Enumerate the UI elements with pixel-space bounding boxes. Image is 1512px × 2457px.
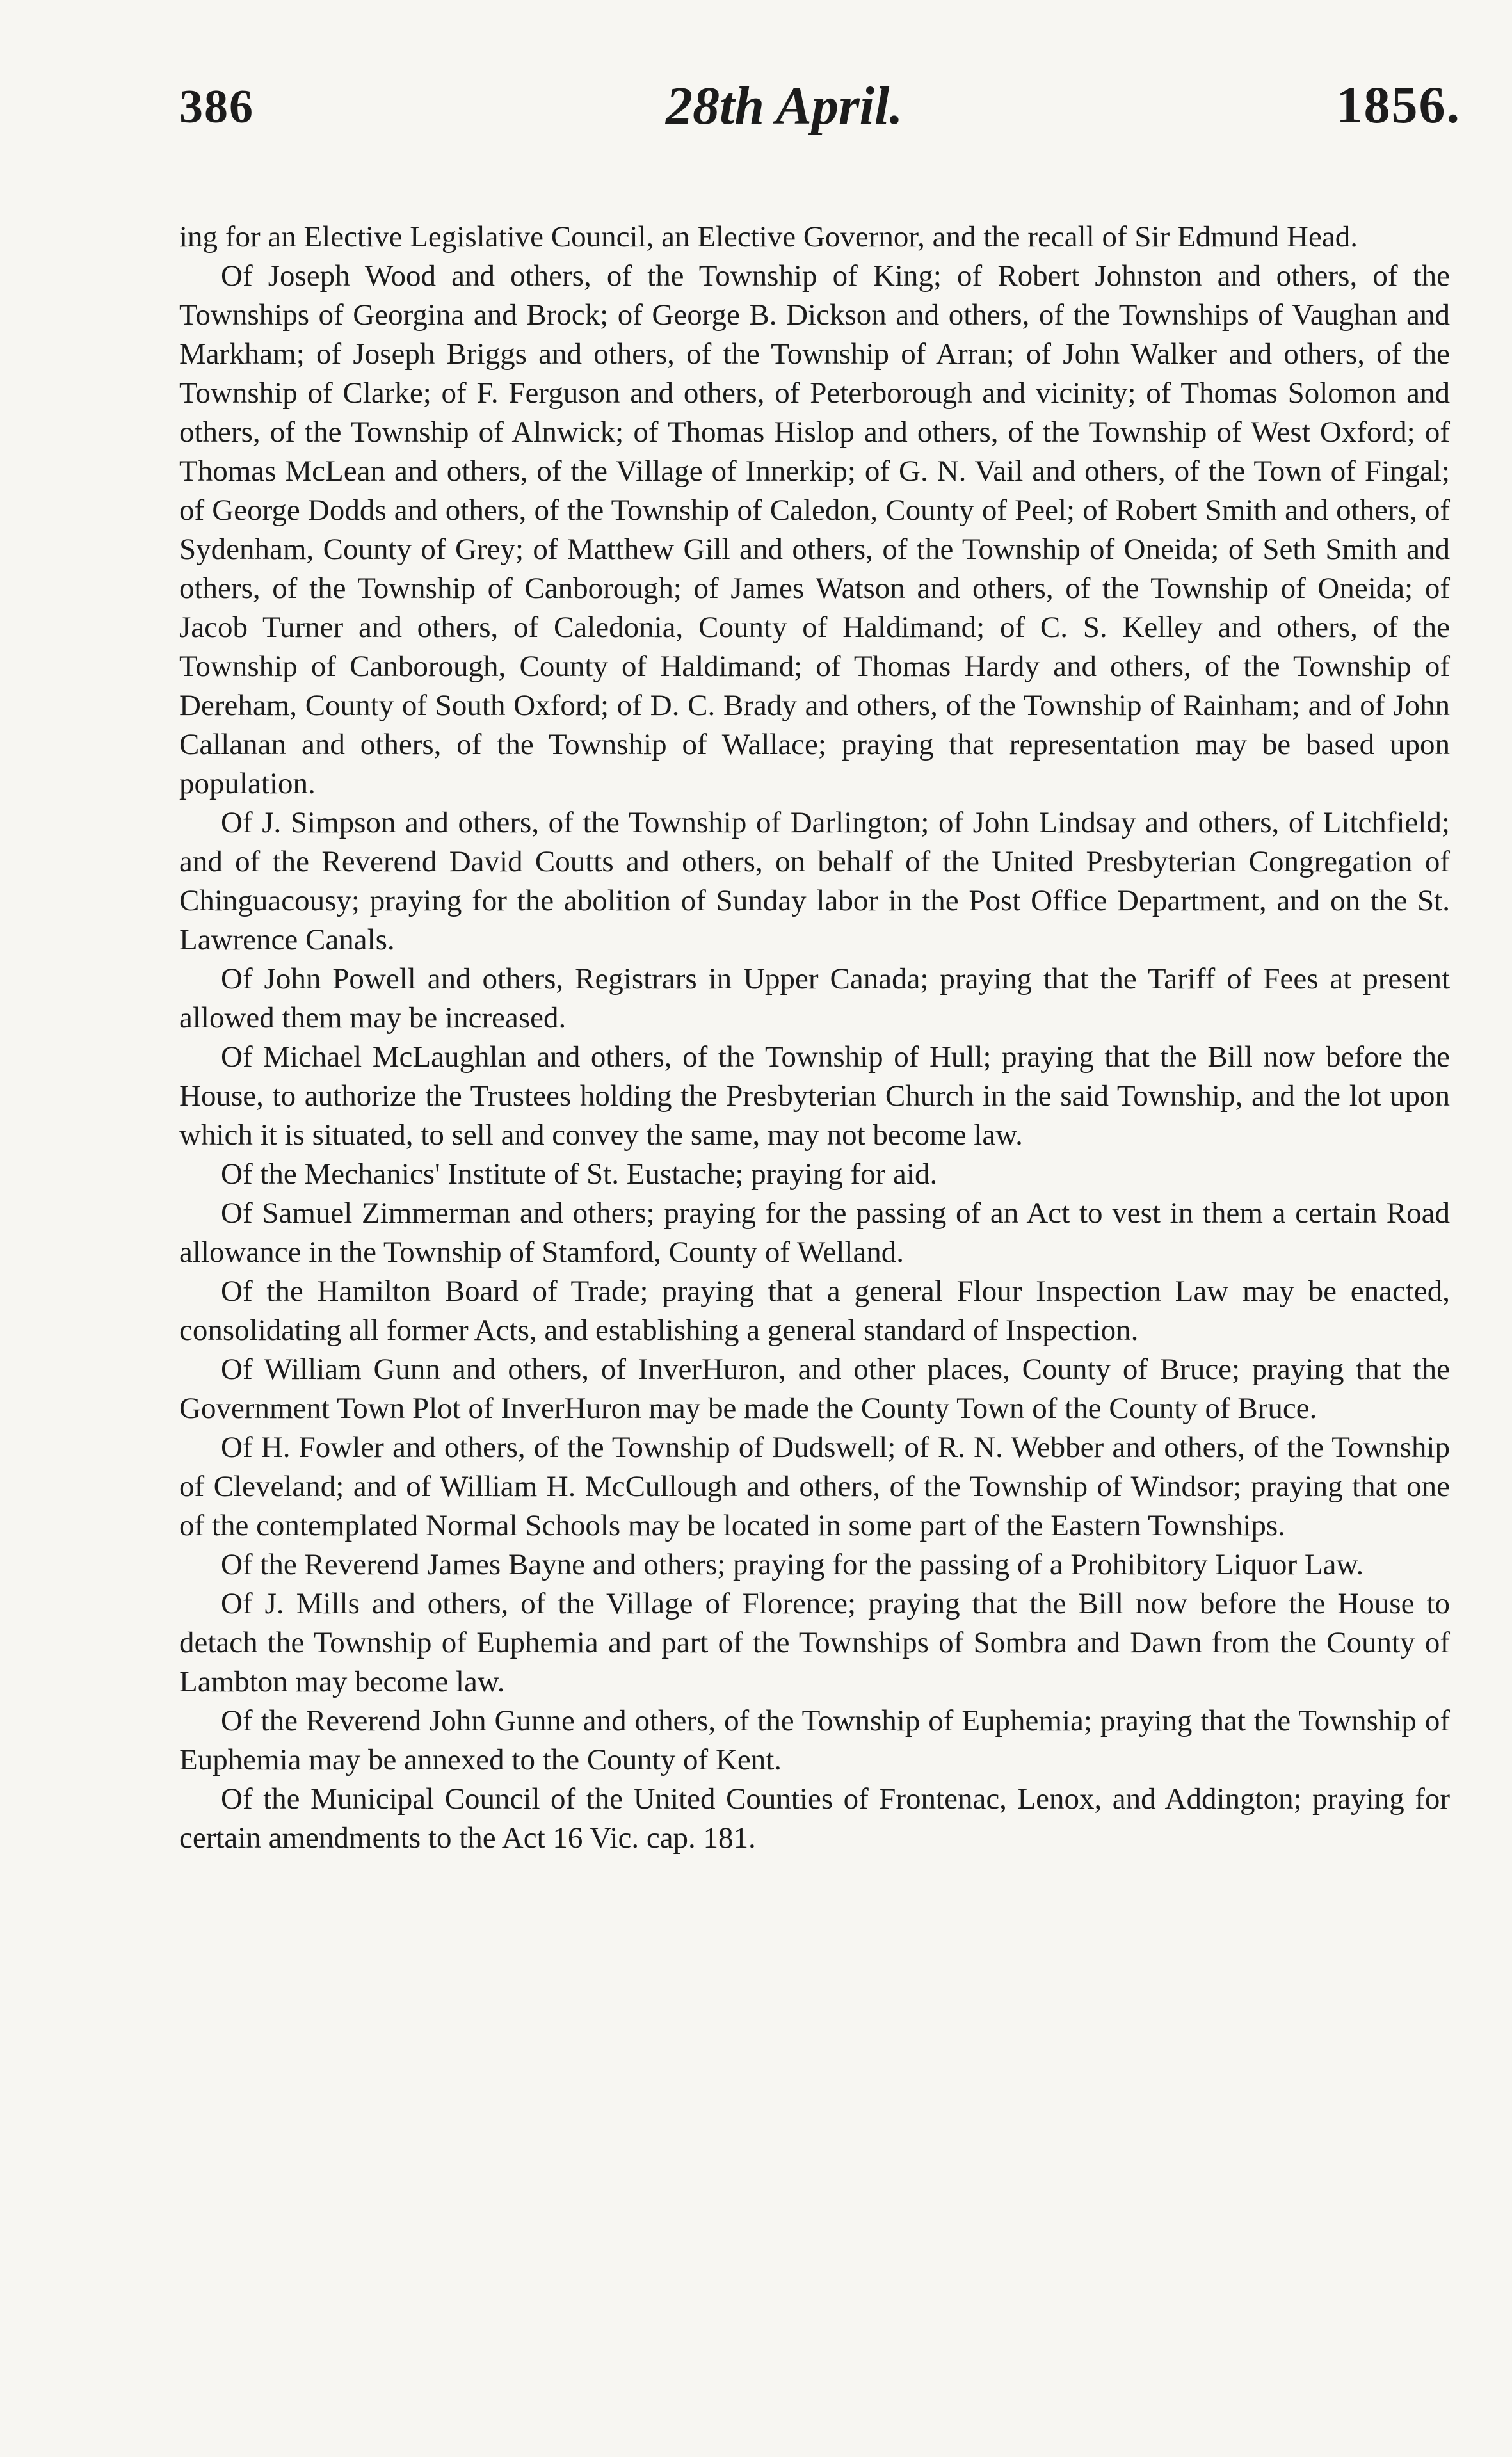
paragraph: ing for an Elective Legislative Council, an Elective Governor, and the recall of Sir Edmund Head. [179, 220, 1358, 254]
paragraph: Of J. Mills and others, of the Village of Florence; praying that the Bill now before the House to detach the Township of Euphemia and part of the Townships of Sombra and Dawn from the County of Lambton may become law. [179, 1587, 1450, 1698]
header-rule [179, 186, 1460, 188]
paragraph: Of Michael McLaughlan and others, of the Township of Hull; praying that the Bill now before the House, to authorize the Trustees holding the Presbyterian Church in the said Township, and the lot upon which it is situated, to sell and convey the same, may not become law. [179, 1040, 1450, 1152]
paragraph: Of the Municipal Council of the United Counties of Frontenac, Lenox, and Addington; praying for certain amendments to the Act 16 Vic. cap. 181. [179, 1782, 1450, 1855]
page-date: 28th April. [666, 76, 903, 136]
page-header [179, 67, 1461, 144]
paragraph: Of Samuel Zimmerman and others; praying for the passing of an Act to vest in them a certain Road allowance in the Township of Stamford, County of Welland. [179, 1196, 1450, 1269]
paragraph: Of J. Simpson and others, of the Township of Darlington; of John Lindsay and others, of Litchfield; and of the Reverend David Coutts and others, on behalf of the United Presbyterian Congregation of Chinguacousy; praying for the abolition of Sunday labor in the Post Office Department, and on the St. Lawrence Canals. [179, 806, 1450, 956]
paragraph: Of the Reverend John Gunne and others, of the Township of Euphemia; praying that the Township of Euphemia may be annexed to the County of Kent. [179, 1704, 1450, 1776]
paragraph: Of Joseph Wood and others, of the Township of King; of Robert Johnston and others, of the Townships of Georgina and Brock; of George B. Dickson and others, of the Townships of Vaughan and Markham; of Joseph Briggs and others, of the Township of Arran; of John Walker and others, of the Township of Clarke; of F. Ferguson and others, of Peterborough and vicinity; of Thomas Solomon and others, of the Township of Alnwick; of Thomas Hislop and others, of the Township of West Oxford; of Thomas McLean and others, of the Village of Innerkip; of G. N. Vail and others, of the Town of Fingal; of George Dodds and others, of the Township of Caledon, County of Peel; of Robert Smith and others, of Sydenham, County of Grey; of Matthew Gill and others, of the Township of Oneida; of Seth Smith and others, of the Township of Canborough; of James Watson and others, of the Township of Oneida; of Jacob Turner and others, of Caledonia, County of Haldimand; of C. S. Kelley and others, of the Township of Canborough, County of Haldimand; of Thomas Hardy and others, of the Township of Dereham, County of South Oxford; of D. C. Brady and others, of the Township of Rainham; and of John Callanan and others, of the Township of Wallace; praying that representation may be based upon population. [179, 259, 1450, 800]
paragraph: Of the Reverend James Bayne and others; praying for the passing of a Prohibitory Liquor Law. [221, 1548, 1364, 1581]
petitions-text [179, 218, 1450, 1858]
paragraph: Of William Gunn and others, of InverHuron, and other places, County of Bruce; praying that the Government Town Plot of InverHuron may be made the County Town of the County of Bruce. [179, 1353, 1450, 1425]
page-year: 1856. [1336, 76, 1461, 134]
paragraph: Of the Mechanics' Institute of St. Eustache; praying for aid. [221, 1157, 938, 1191]
paragraph: Of the Hamilton Board of Trade; praying that a general Flour Inspection Law may be enacted, consolidating all former Acts, and establishing a general standard of Inspection. [179, 1275, 1450, 1347]
paragraph: Of John Powell and others, Registrars in Upper Canada; praying that the Tariff of Fees at present allowed them may be increased. [179, 962, 1450, 1035]
page-number: 386 [179, 81, 254, 133]
paragraph: Of H. Fowler and others, of the Township of Dudswell; of R. N. Webber and others, of the Township of Cleveland; and of William H. McCullough and others, of the Township of Windsor; praying that one of the contemplated Normal Schools may be located in some part of the Eastern Townships. [179, 1431, 1450, 1542]
